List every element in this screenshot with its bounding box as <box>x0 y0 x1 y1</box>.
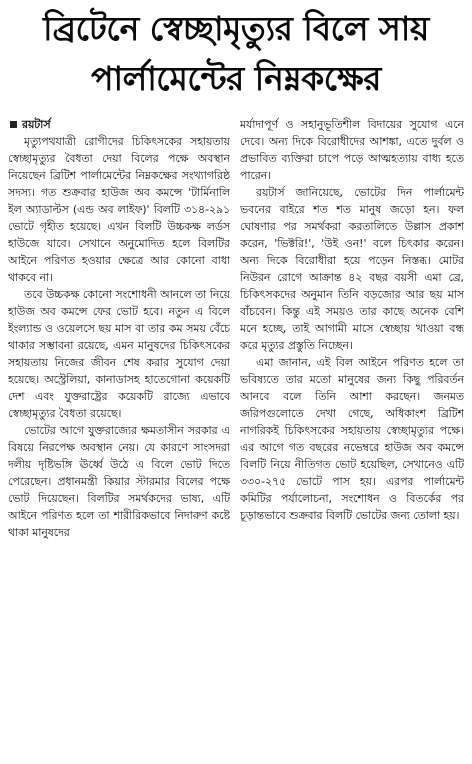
headline-line-1: ব্রিটেনে স্বেচ্ছামৃত্যুর বিলে সায় <box>43 9 429 48</box>
paragraph: ভোটের আগে যুক্তরাজ্যের ক্ষমতাসীন সরকার এ বিষয়ে নিরপেক্ষ অবস্থান নেয়। যে কারণে সাংসদরা দলীয় দৃষ্টিভঙ্গি ঊর্ধ্বে উঠে এ বিলে ভোট দিতে পেরেছেন। প্রধানমন্ত্রী কিয়ার স্টারমার বিলের পক্ষে ভোট দিয়েছেন। বিলটির সমর্থকদের ভাষ্য, এটি আইনে পরিণত হলে তা শারীরিকভাবে নিদারুণ কষ্টে থাকা মানুষদের <box>8 424 230 539</box>
paragraph: মৃত্যুপথযাত্রী রোগীদের চিকিৎসকের সহায়তায় স্বেচ্ছামৃত্যুর বৈধতা দেয়া বিলের পক্ষে অবস্থান নিয়েছেন ব্রিটিশ পার্লামেন্টের নিম্নকক্ষের সংখ্যাগরিষ্ঠ সদস্য। গত শুক্রবার হাউজ অব কমন্সে 'টার্মিনালি ইল অ্যাডাল্টস (এন্ড অব লাইফ)' বিলটি ৩১৪-২৯১ ভোটে গৃহীত হয়েছে। এখন বিলটি উচ্চকক্ষ লর্ডস হাউজে যাবে। সেখানে অনুমোদিত হলে বিলটির আইনে পরিণত হওয়ার ক্ষেত্রে আর কোনো বাধা থাকবে না। <box>8 135 230 284</box>
paragraph: মর্যাদাপূর্ণ ও সহানুভূতিশীল বিদায়ের সুযোগ এনে দেবে। অন্য দিকে বিরোধীদের আশঙ্কা, এতে দুর্বল ও প্রভাবিত ব্যক্তিরা চাপে পড়ে আত্মহত্যায় বাধ্য হতে পারেন। <box>240 118 464 182</box>
headline <box>8 4 464 110</box>
article-column-left <box>8 116 230 756</box>
paragraph: তবে উচ্চকক্ষ কোনো সংশোধনী আনলে তা নিয়ে হাউজ অব কমন্সে ফের ভোট হবে। নতুন এ বিলে ইংল্যান্ড ও ওয়েলসে ছয় মাস বা তার কম সময় বেঁচে থাকার সম্ভাবনা রয়েছে, এমন মানুষদের চিকিৎসকের সহায়তায় নিজের জীবন শেষ করার সুযোগ দেয়া হয়েছে। অস্ট্রেলিয়া, কানাডাসহ হাতেগোনা কয়েকটি দেশ এবং যুক্তরাষ্ট্রের কয়েকটি রাজ্যে এভাবে স্বেচ্ছামৃত্যুর বৈধতা রয়েছে। <box>8 288 230 420</box>
paragraph: এমা জানান, এই বিল আইনে পরিণত হলে তা ভবিষ্যতে তার মতো মানুষের জন্য কিছু পরিবর্তন আনবে বলে তিনি আশা করছেন। জনমত জরিপগুলোতে দেখা গেছে, অধিকাংশ ব্রিটিশ নাগরিকই চিকিৎসকের সহায়তায় স্বেচ্ছামৃত্যুর পক্ষে। এর আগে গত বছরের নভেম্বরে হাউজ অব কমন্সে বিলটি নিয়ে নীতিগত ভোট হয়েছিল, সেখানেও এটি ৩৩০-২৭৫ ভোটে পাস হয়। এরপর পার্লামেন্ট কমিটির পর্যালোচনা, সংশোধন ও বিতর্কের পর চূড়ান্তভাবে শুক্রবার বিলটি ভোটের জন্য তোলা হয়। <box>240 356 464 522</box>
byline <box>8 116 230 133</box>
bullet-icon <box>10 121 17 128</box>
headline-line-2: পার্লামেন্টের নিম্নকক্ষের <box>91 59 381 98</box>
article-column-right <box>240 116 464 756</box>
paragraph: রয়টার্স জানিয়েছে, ভোটের দিন পার্লামেন্ট ভবনের বাইরে শত শত মানুষ জড়ো হন। ফল ঘোষণার পর সমর্থকরা করতালিতে উল্লাস প্রকাশ করেন, 'ভিক্টরি!', 'উই ওন!' বলে চিৎকার করেন। অন্য দিকে বিরোধীরা হয়ে পড়েন নিস্তব্ধ। মোটর নিউরন রোগে আক্রান্ত ৪২ বছর বয়সী এমা ব্রে, চিকিৎসকদের অনুমান তিনি বড়জোর আর ছয় মাস বাঁচবেন। কিন্তু এই সময়ও তার কাছে অনেক বেশি মনে হচ্ছে, তাই আগামী মাসে স্বেচ্ছায় খাওয়া বন্ধ করে মৃত্যুর প্রস্তুতি নিচ্ছেন। <box>240 186 464 352</box>
byline-text: রয়টার্স <box>22 118 51 131</box>
